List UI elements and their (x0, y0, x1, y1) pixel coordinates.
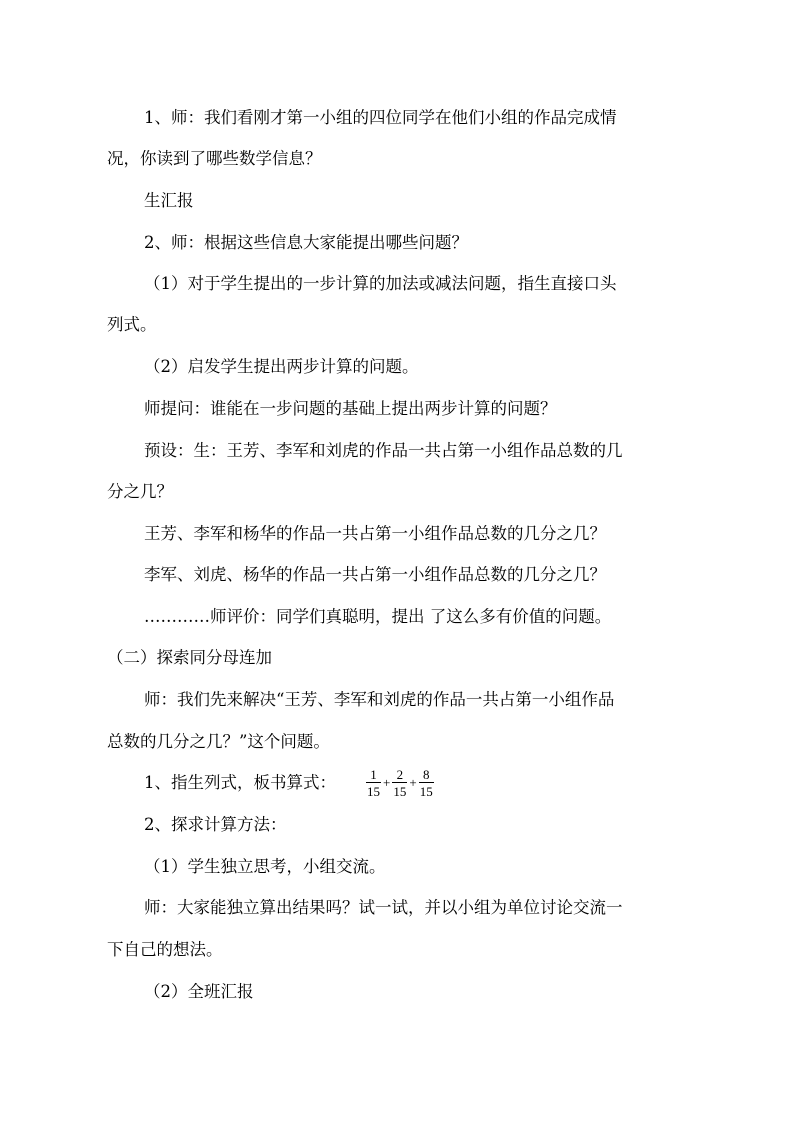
numerator: 1 (370, 767, 377, 782)
fraction (392, 767, 407, 799)
plus-operator: + (383, 775, 391, 790)
paragraph-line: …………师评价：同学们真聪明，提出 了这么多有价值的问题。 (144, 607, 612, 626)
paragraph-line: 2、师：根据这些信息大家能提出哪些问题？ (144, 233, 468, 252)
denominator: 15 (367, 784, 380, 799)
paragraph-line: （1）学生独立思考，小组交流。 (144, 857, 386, 876)
paragraph-line: 2、探求计算方法： (144, 815, 287, 834)
paragraph-line: 1、指生列式，板书算式： (144, 773, 336, 792)
paragraph-line: （2）全班汇报 (144, 982, 254, 1001)
paragraph-line: 王芳、李军和杨华的作品一共占第一小组作品总数的几分之几？ (144, 524, 606, 543)
paragraph-line: 总数的几分之几？”这个问题。 (107, 732, 330, 751)
paragraph-line: （1）对于学生提出的一步计算的加法或减法问题，指生直接口头 (144, 274, 617, 293)
paragraph-line: 师：大家能独立算出结果吗？试一试，并以小组为单位讨论交流一 (144, 898, 623, 917)
paragraph-line: 李军、刘虎、杨华的作品一共占第一小组作品总数的几分之几？ (144, 565, 606, 584)
denominator: 15 (393, 784, 407, 799)
paragraph-line: （2）启发学生提出两步计算的问题。 (144, 357, 419, 376)
paragraph-line: 生汇报 (144, 191, 194, 210)
paragraph-line: 下自己的想法。 (107, 940, 223, 959)
fraction (419, 767, 434, 799)
paragraph-line: 师提问：谁能在一步问题的基础上提出两步计算的问题？ (144, 399, 557, 418)
numerator: 2 (396, 767, 404, 782)
paragraph-line: 预设：生：王芳、李军和刘虎的作品一共占第一小组作品总数的几 (144, 441, 623, 460)
paragraph-line: 1、师：我们看刚才第一小组的四位同学在他们小组的作品完成情 (144, 108, 617, 127)
paragraph-line: 列式。 (107, 315, 157, 334)
paragraph-line: 师：我们先来解决“王芳、李军和刘虎的作品一共占第一小组作品 (144, 690, 615, 709)
numerator: 8 (422, 767, 430, 782)
paragraph-line: 况，你读到了哪些数学信息？ (107, 149, 322, 168)
fraction-formula (366, 761, 434, 805)
paragraph-line: 分之几？ (107, 482, 173, 501)
plus-operator: + (409, 775, 417, 790)
denominator: 15 (419, 784, 433, 799)
fraction (366, 767, 381, 799)
section-heading: （二）探索同分母连加 (107, 648, 272, 667)
